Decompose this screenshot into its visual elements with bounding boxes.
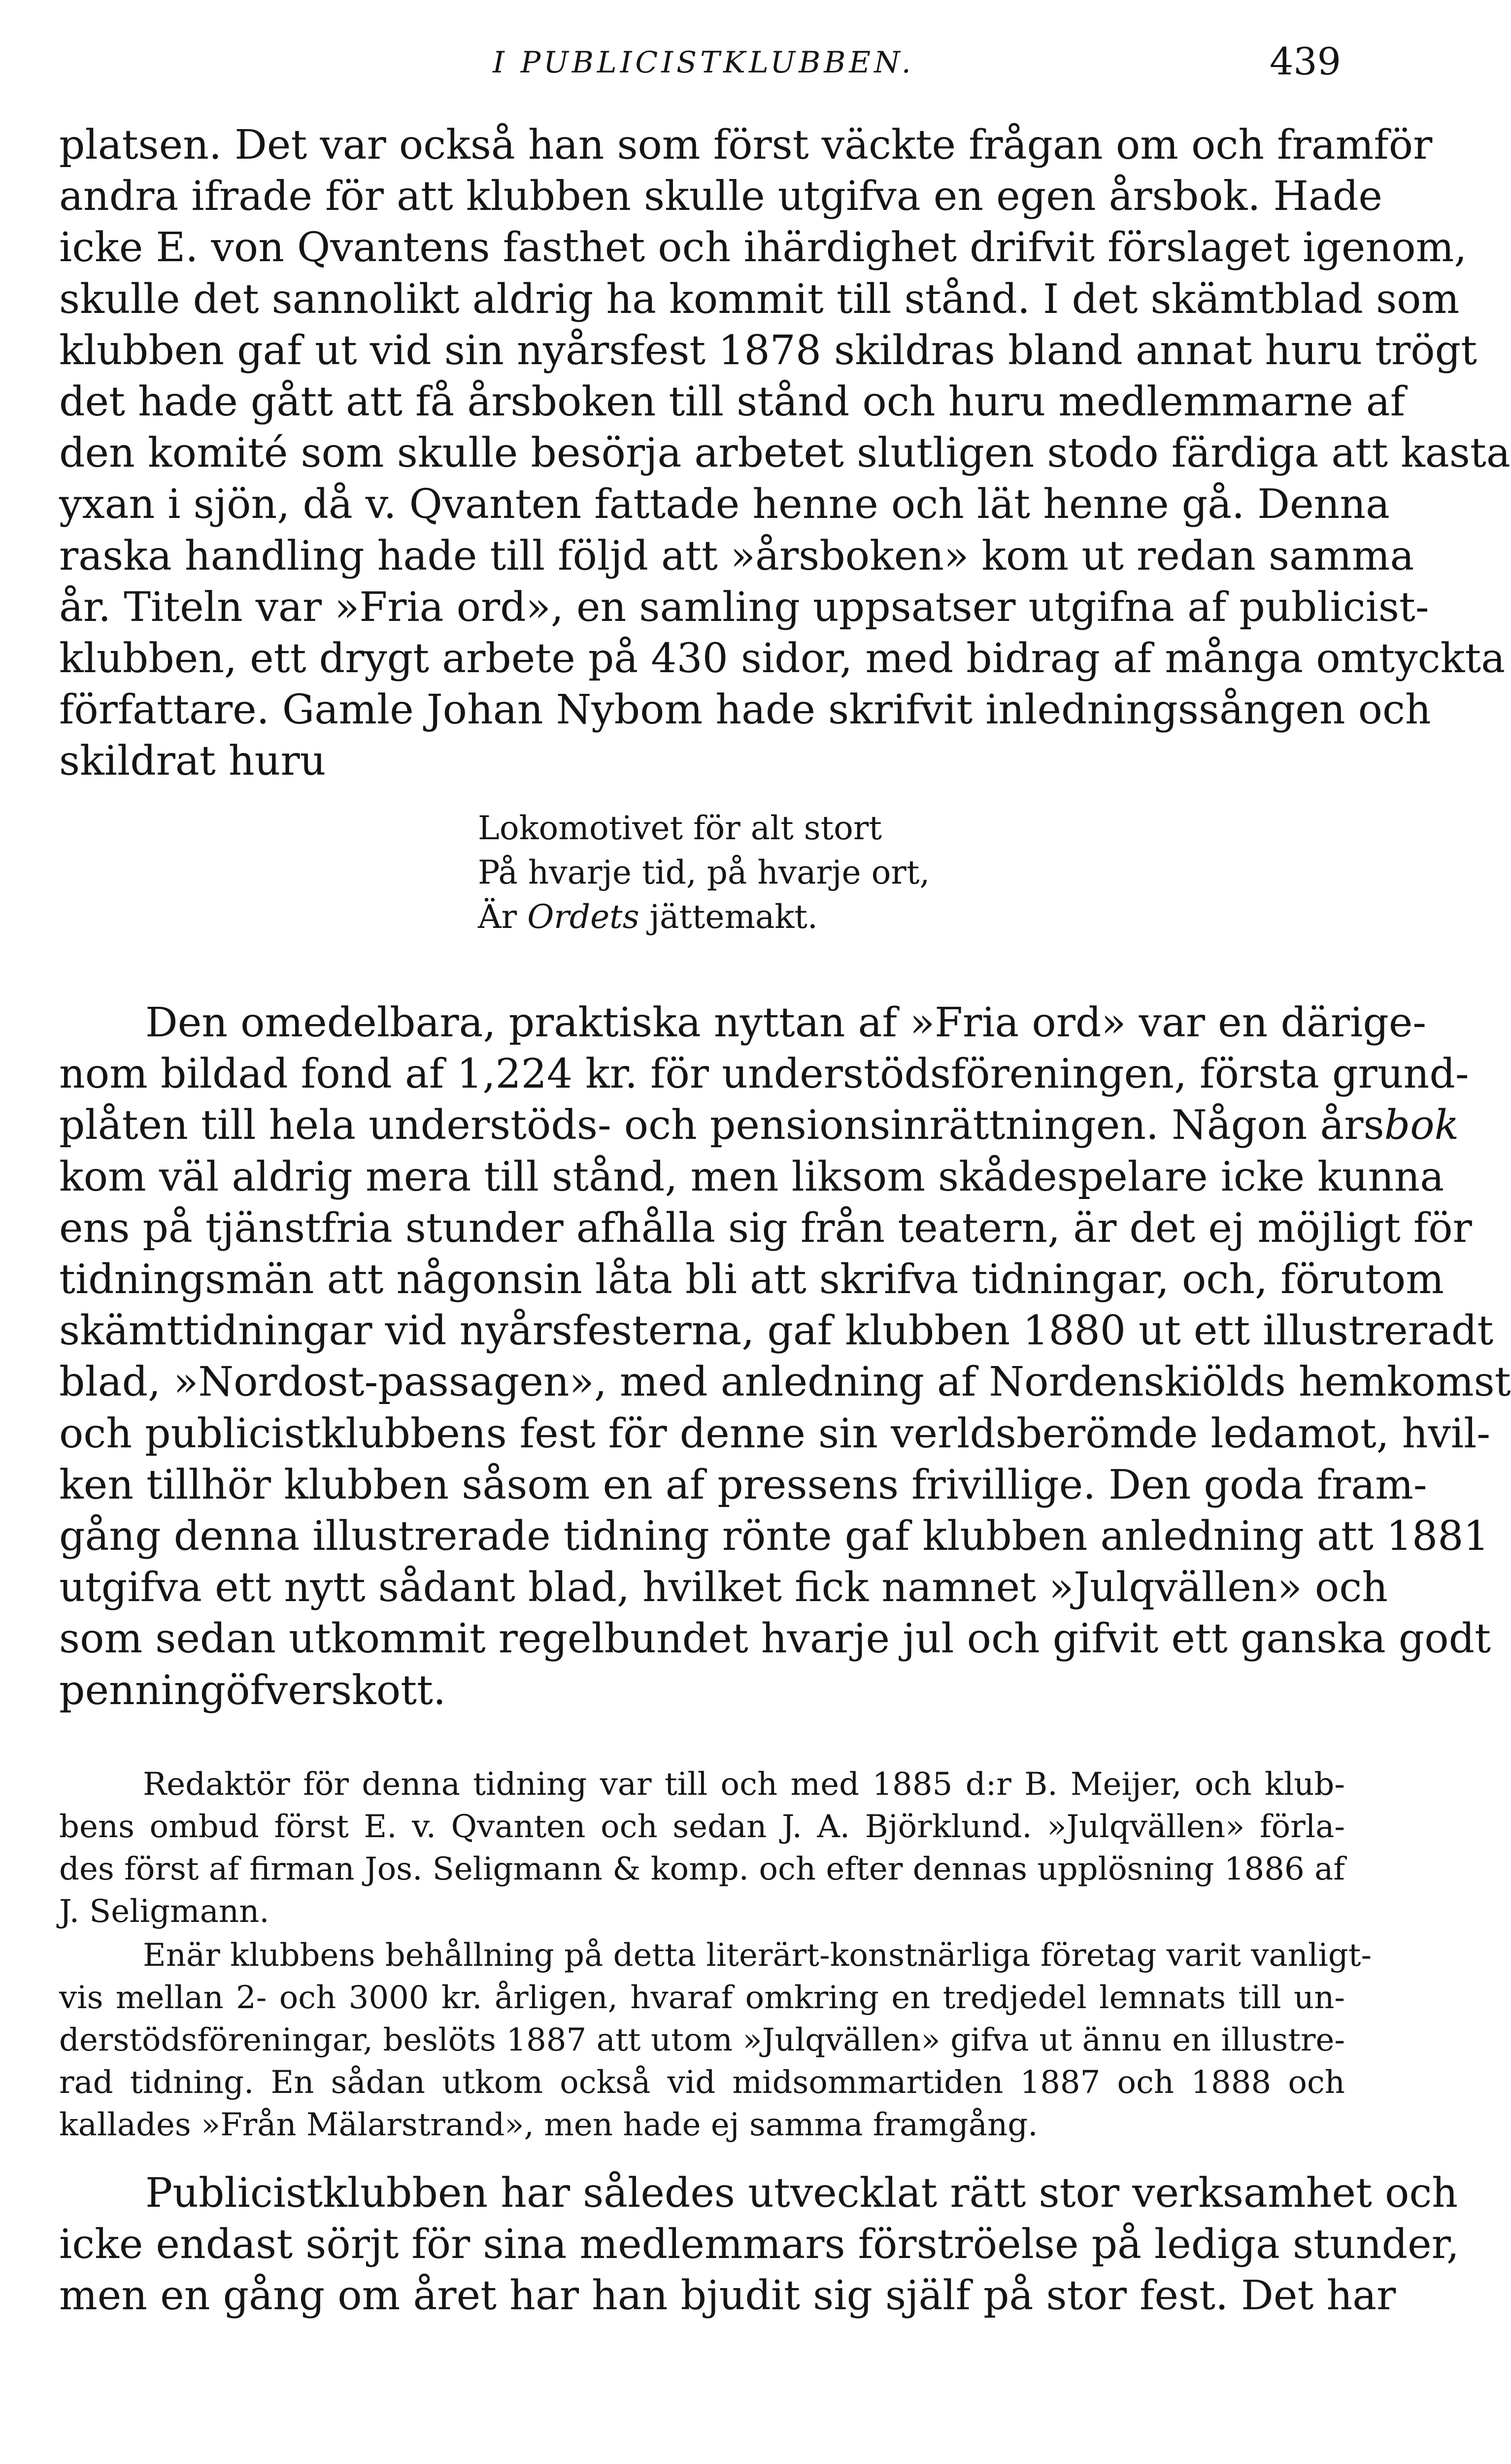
note-line: des först af firman Jos. Seligmann & komp. och efter dennas upplösning 1886 af [59,1851,1345,1887]
text-line: som sedan utkommit regelbundet hvarje jul och gifvit ett ganska godt [59,1615,1491,1663]
poem-line: På hvarje tid, på hvarje ort, [478,854,930,891]
text-line: och publicistklubbens fest för denne sin verldsberömde ledamot, hvil- [59,1410,1491,1457]
running-header: I PUBLICISTKLUBBEN. [493,45,914,80]
text-line: penningöfverskott. [59,1667,446,1714]
text-line: men en gång om året har han bjudit sig själf på stor fest. Det har [59,2272,1396,2320]
text-line: skildrat huru [59,738,326,785]
text-line: ken tillhör klubben såsom en af pressens frivillige. Den goda fram- [59,1461,1427,1508]
text-line: Den omedelbara, praktiska nyttan af »Fria ord» var en därige- [145,999,1427,1046]
footnote-1 [59,1763,1345,1933]
text-line: skämttidningar vid nyårsfesterna, gaf klubben 1880 ut ett illustreradt [59,1307,1494,1355]
paragraph-2 [59,997,1511,1716]
text-line: det hade gått att få årsboken till stånd och huru medlemmarne af [59,378,1406,426]
text-line: skulle det sannolikt aldrig ha kommit till stånd. I det skämtblad som [59,275,1460,323]
note-line: rad tidning. En sådan utkom också vid midsommartiden 1887 och 1888 och [59,2064,1345,2101]
text-line: andra ifrade för att klubben skulle utgifva en egen årsbok. Hade [59,173,1382,220]
poem-quote [478,806,930,939]
paragraph-3 [59,2168,1459,2322]
note-line: derstödsföreningar, beslöts 1887 att utom »Julqvällen» gifva ut ännu en illustre- [59,2022,1345,2058]
note-line: Enär klubbens behållning på detta literärt-konstnärliga företag varit vanligt- [143,1937,1372,1974]
text-line: icke E. von Qvantens fasthet och ihärdighet drifvit förslaget igenom, [59,224,1467,272]
page-number: 439 [1269,39,1341,83]
text-line: år. Titeln var »Fria ord», en samling uppsatser utgifna af publicist- [59,583,1429,631]
text-line: ens på tjänstfria stunder afhålla sig från teatern, är det ej möjligt för [59,1204,1472,1252]
text-line: klubben, ett drygt arbete på 430 sidor, med bidrag af många omtyckta [59,635,1506,683]
text-line: plåten till hela understöds- och pensionsinrättningen. Någon årsbok [59,1102,1459,1149]
paragraph-1 [59,120,1511,787]
note-line: Redaktör för denna tidning var till och med 1885 d:r B. Meijer, och klub- [143,1766,1345,1803]
text-line: Publicistklubben har således utvecklat rätt stor verksamhet och [145,2170,1458,2217]
text-line: gång denna illustrerade tidning rönte gaf klubben anledning att 1881 [59,1513,1489,1560]
text-line: nom bildad fond af 1,224 kr. för understödsföreningen, första grund- [59,1051,1469,1098]
note-line: J. Seligmann. [59,1893,269,1930]
text-line: icke endast sörjt för sina medlemmars förströelse på lediga stunder, [59,2221,1459,2268]
text-line: tidningsmän att någonsin låta bli att skrifva tidningar, och, förutom [59,1256,1444,1303]
text-line: den komité som skulle besörja arbetet slutligen stodo färdiga att kasta [59,430,1511,477]
text-line: blad, »Nordost-passagen», med anledning af Nordenskiölds hemkomst [59,1359,1511,1406]
text-line: raska handling hade till följd att »årsboken» kom ut redan samma [59,532,1414,580]
poem-line: Är Ordets jättemakt. [478,898,818,936]
text-line: yxan i sjön, då v. Qvanten fattade henne och lät henne gå. Denna [59,481,1390,528]
italic-word: bok [1384,1102,1459,1149]
text-line: klubben gaf ut vid sin nyårsfest 1878 skildras bland annat huru trögt [59,327,1477,374]
note-line: bens ombud först E. v. Qvanten och sedan J. A. Björklund. »Julqvällen» förla- [59,1809,1345,1845]
text-line: utgifva ett nytt sådant blad, hvilket fick namnet »Julqvällen» och [59,1564,1388,1611]
text-line: platsen. Det var också han som först väckte frågan om och framför [59,122,1433,169]
footnote-2 [59,1934,1372,2146]
text-line: kom väl aldrig mera till stånd, men liksom skådespelare icke kunna [59,1153,1444,1200]
note-line: vis mellan 2- och 3000 kr. årligen, hvaraf omkring en tredjedel lemnats till un- [59,1980,1345,2016]
italic-word: Ordets [527,898,639,936]
note-line: kallades »Från Mälarstrand», men hade ej samma framgång. [59,2107,1038,2143]
text-line: författare. Gamle Johan Nybom hade skrifvit inledningssången och [59,686,1431,734]
poem-line: Lokomotivet för alt stort [478,809,882,847]
